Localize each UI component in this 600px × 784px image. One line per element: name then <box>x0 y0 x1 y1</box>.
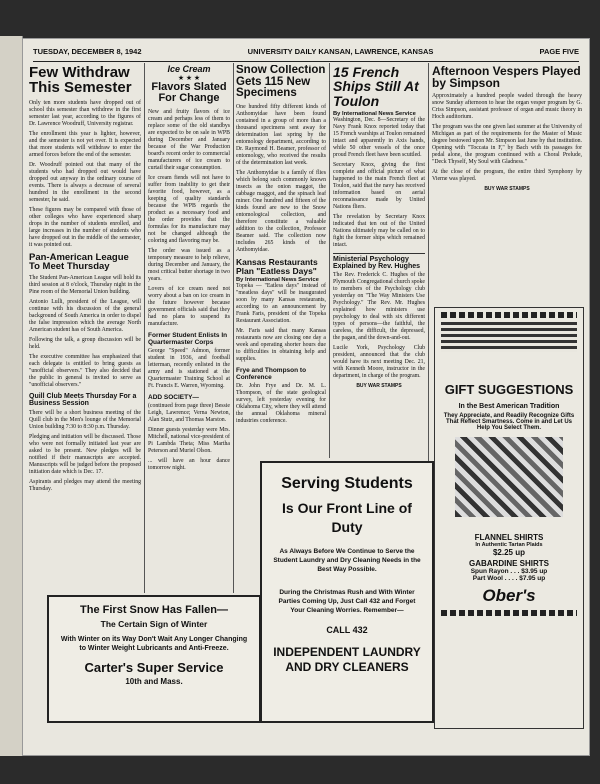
byline: By International News Service <box>236 277 319 284</box>
gift-subtitle: In the Best American Tradition <box>458 403 560 410</box>
article-paragraph: Topeka — "Eatless days" instead of "meatless days" will be inaugurated soon by many Kansas restaurants, according to an announcement by Frank Faris, president of the Topeka Restaurant Association. <box>236 283 326 325</box>
obers-ad <box>434 307 584 729</box>
spun-rayon-price: Spun Rayon . . . $3.95 up <box>470 568 548 575</box>
flannel-price: $2.25 up <box>492 548 525 557</box>
article-paragraph: These figures may be compared with those of other colleges who have experienced sharp drops in the number of students enrolled, and large increases in the number of students who have dropped out in the middle of the semester, it was pointed out. <box>29 206 141 248</box>
stars-border <box>441 312 577 318</box>
carters-ad <box>47 595 261 723</box>
headline-frye-thompson: Frye and Thompson to Conference <box>236 367 307 382</box>
article-paragraph: Dinner guests yesterday were Mrs. Mitchell, national vice-president of Pi Lambda Theta; Miss Martha Peterson and Muriel Olson. <box>148 426 230 454</box>
column-rule <box>144 63 145 593</box>
article-paragraph: George "Speed" Admon, former student in 1936, and football letterman, recently enlisted in the army and is stationed at the Quartermaster Training School at Ft. Francis E. Warren, Wyoming. <box>148 347 230 389</box>
carters-name: Carter's Super Service <box>84 660 224 675</box>
article-paragraph: ... will have an hour dance tomorrow night. <box>148 457 230 471</box>
headline-vespers: Afternoon Vespers Played by Simpson <box>432 65 581 91</box>
headline-withdraw: Few Withdraw This Semester <box>29 65 132 97</box>
column-rule <box>233 63 234 593</box>
laundry-name: INDEPENDENT LAUNDRY AND DRY CLEANERS <box>273 645 421 674</box>
article-paragraph: Secretary Knox, giving the first complete and official picture of what happened to the main French fleet at Toulon, said that the navy has received information based on aerial reconnaissance made by United Nations fliers. <box>333 161 425 210</box>
kicker-ice-cream: Ice Cream <box>167 65 211 74</box>
war-stamps-banner: BUY WAR STAMPS <box>484 186 530 193</box>
carters-line1: The First Snow Has Fallen— <box>80 604 228 616</box>
gabardine-shirts: GABARDINE SHIRTS <box>468 559 549 568</box>
article-paragraph: The program was the one given last summer at the University of Michigan as part of the requirements for the Master of Music degree bestowed upon Mr. Simpson last June by that institution. Opening with "Toccata in F," by Bach with its passages for pedal alone, the program continued with a Choral Prelude, "Deck Thyself, My Soul with Gladness." <box>432 124 582 166</box>
column-rule <box>329 63 330 458</box>
obers-logo: Ober's <box>482 586 536 605</box>
article-paragraph: Aspirants and pledges may attend the meeting Thursday. <box>29 479 141 493</box>
column-2 <box>148 65 230 593</box>
column-5 <box>432 65 582 335</box>
carters-line2: The Certain Sign of Winter <box>100 619 208 629</box>
stars-border <box>441 610 577 616</box>
headline-add-society: ADD SOCIETY— <box>148 393 199 401</box>
article-paragraph: The Anthomyidae is a family of flies which belong such commonly known insects as the onion maggot, the cabbage maggot, and the spinach leaf miner. One hundred and fifteen of the kinds found are new to the Snow entomological collection, and therefore constitute a valuable addition to the collection, Professor Beamer said. The collection now includes 265 kinds of the Anthomyidae. <box>236 170 326 254</box>
column-1 <box>29 65 141 593</box>
carters-line3: With Winter on its Way Don't Wait Any Longer Changing to Winter Weight Lubricants and Anti-Freeze. <box>60 636 248 652</box>
headline-french-ships: 15 French Ships Still At Toulon <box>333 65 419 109</box>
article-paragraph: Ice cream fiends will not have to suffer from inability to get their favorite food, however, as a keeping of quality standards because the WPB regards the product as a necessary food and the order provides that the formulas for its manufacture may not be changed although the coloring and flavoring may be. <box>148 174 230 244</box>
article-paragraph: Antonio Lulli, president of the League, will continue with his discussion of the general background of South America in order to dispel the false impression which the average North American student has of South America. <box>29 298 141 333</box>
flannel-shirts: FLANNEL SHIRTS <box>474 533 544 542</box>
plaid-shirt-illustration <box>455 437 563 517</box>
page-spine <box>0 36 23 756</box>
laundry-ad <box>260 461 434 723</box>
article-paragraph: Dr. Woodruff pointed out that many of the students who had dropped out would have dropped out anyway in the ordinary course of events. There is always a decrease of several hundred in the enrollment in the second semester, he said. <box>29 161 141 203</box>
article-paragraph: Following the talk, a group discussion will be held. <box>29 336 141 350</box>
article-paragraph: Mr. Faris said that many Kansas restaurants now are closing one day a week and operating shorter hours due to difficulties in obtaining help and supplies. <box>236 328 326 363</box>
article-paragraph: New and fruity flavors of ice cream and perhaps less of them to replace some of the old standbys are expected to be on sale in WPB during December and January because of the War Production board's recent order to commercial manufacturers of ice cream to curtail their sugar consumption. <box>148 108 230 171</box>
laundry-line2: Is Our Front Line of Duty <box>282 500 412 535</box>
column-4 <box>333 65 425 457</box>
page-header <box>33 47 579 62</box>
header-date: TUESDAY, DECEMBER 8, 1942 <box>33 47 142 56</box>
article-paragraph: There will be a short business meeting of the Quill club in the Men's lounge of the Memorial Union building 7:30 to 8:30 p.m. Thursday. <box>29 410 141 431</box>
flannel-desc: In Authentic Tartan Plaids <box>475 542 543 548</box>
headline-ice-cream: Flavors Slated For Change <box>151 81 227 105</box>
stars-ornament: ★ ★ ★ <box>177 74 201 83</box>
gift-text: They Appreciate, and Readily Recognize Gifts That Reflect Smartness. Come in and Let Us Help You Select Them. <box>443 413 575 431</box>
newspaper-page <box>22 38 590 756</box>
laundry-line4: During the Christmas Rush and With Winter Parties Coming Up, Just Call 432 and Forget Your Cleaning Worries. Remember— <box>278 589 416 614</box>
gift-title: GIFT SUGGESTIONS <box>444 382 574 397</box>
article-paragraph: Lovers of ice cream need not worry about a ban on ice cream in the future however because government officials said that they had no plans to suspend its manufacture. <box>148 285 230 327</box>
article-paragraph: The enrollment this year is lighter, however, and the semester is not yet over. It is expected that more students will withdraw to enter the armed forces before the end of the semester. <box>29 130 141 158</box>
article-paragraph: Only ten more students have dropped out of school this semester than withdrew in the first semester last year, according to the figures of Dr. Lawrence Woodruff, University registrar. <box>29 99 141 127</box>
article-paragraph: The executive committee has emphasized that each delegate is entitled to bring guests as "unofficial observers." They also decided that the public in general is invited to serve as "unofficial observers." <box>29 353 141 388</box>
article-paragraph: The Rev. Frederick C. Hughes of the Plymouth Congregational church spoke to members of the Psychology club yesterday on "The Way Ministers Use Psychology." The Rev. Mr. Hughes explained how ministers use psychology to deal with six different types of persons—the faithful, the careless, the difficult, the depressed, the pagan, and the down-and-out. <box>333 272 425 342</box>
headline-quartermaster: Former Student Enlists In Quartermaster Corps <box>148 331 228 346</box>
laundry-phone: CALL 432 <box>326 625 368 635</box>
headline-eatless-days: Kansas Restaurants Plan "Eatless Days" <box>236 257 318 276</box>
article-paragraph: At the close of the program, the entire third Symphony by Vierne was played. <box>432 169 582 183</box>
part-wool-price: Part Wool . . . . $7.95 up <box>472 575 546 582</box>
article-paragraph: One hundred fifty different kinds of Anthomyidae have been found contained in a group of more than a thousand specimens sent away for determination last spring by the entomology department, according to Dr. Raymond H. Beamer, professor of entomology, who received the results of the determination last week. <box>236 104 326 167</box>
laundry-line3: As Always Before We Continue to Serve the Student Laundry and Dry Cleaning Needs in the Best Way Possible. <box>273 548 421 573</box>
article-paragraph: The Student Pan-American League will hold its third session at 8 o'clock, Thursday night in the Pine room of the Memorial Union building. <box>29 274 141 295</box>
header-page: PAGE FIVE <box>539 47 579 56</box>
flag-stripes <box>441 322 577 352</box>
article-paragraph: Lucile York, Psychology Club president, announced that the club would have its next meeting Dec. 21, with Kenneth Moore, instructor in the department, in charge of the program. <box>333 345 425 380</box>
laundry-line1: Serving Students <box>281 475 413 492</box>
article-paragraph: Washington, Dec. 8—Secretary of the Navy Frank Knox reported today that 15 French warships at Toulon remained intact and apparently in Axis hands, while 50 other vessels of the once proud French fleet have been scuttled. <box>333 116 425 158</box>
headline-quill-club: Quill Club Meets Thursday For a Business Session <box>29 392 137 408</box>
byline: By International News Service <box>333 110 416 117</box>
headline-pan-american: Pan-American League To Meet Thursday <box>29 251 129 273</box>
article-paragraph: Dr. John Frye and Dr. M. L. Thompson, of the state geological survey, left yesterday evening for Oklahoma City, where they will attend the annual Oklahoma mineral industries conference. <box>236 383 326 425</box>
column-3 <box>236 65 326 457</box>
article-paragraph: The order was issued as a temporary measure to help relieve, during December and January, the most critical butter shortage in two years. <box>148 247 230 282</box>
carters-address: 10th and Mass. <box>125 677 183 686</box>
headline-ministerial: Ministerial Psychology Explained by Rev. Hughes <box>333 253 425 270</box>
headline-snow-collection: Snow Collection Gets 115 New Specimens <box>236 65 326 100</box>
article-paragraph: Approximately a hundred people waded through the heavy snow Sunday afternoon to hear the organ vesper program by G. Criss Simpson, assistant professor of organ and music theory in Hoch auditorium. <box>432 93 582 121</box>
article-paragraph: Pledging and initiation will be discussed. Those who were not formally initiated last year are asked to be present. New pledges will be notified if their manuscripts are accepted. Manuscripts will be judged before the proposed initiation date which is Dec. 17. <box>29 434 141 476</box>
article-paragraph: The revelation by Secretary Knox indicated that ten out of the United Nations ultimately may be called on to fight the former ships which remained intact. <box>333 213 425 248</box>
war-stamps-banner: BUY WAR STAMPS <box>356 383 402 390</box>
header-paper: UNIVERSITY DAILY KANSAN, LAWRENCE, KANSAS <box>247 47 434 56</box>
article-paragraph: (continued from page three) Bessie Leigh, Lawrence; Verna Newton, Alan Stutz, and Thomas Marston. <box>148 402 230 423</box>
